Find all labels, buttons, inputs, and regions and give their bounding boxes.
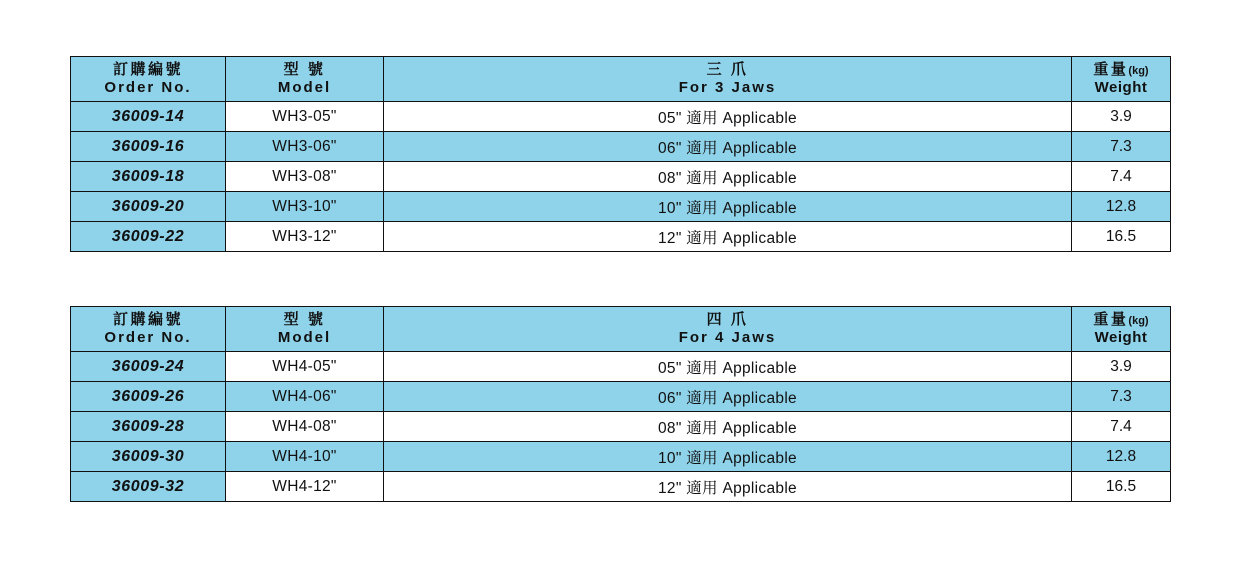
cell-weight: 16.5 — [1072, 472, 1171, 502]
cell-model: WH3-06" — [226, 132, 384, 162]
cell-model: WH4-12" — [226, 472, 384, 502]
table-body-3-jaws — [71, 102, 1171, 252]
table-row — [71, 472, 1171, 502]
cell-order-no: 36009-22 — [71, 222, 226, 252]
cell-description: 08" 適用 Applicable — [384, 162, 1072, 192]
cell-order-no: 36009-18 — [71, 162, 226, 192]
header-order-no — [71, 57, 226, 102]
cell-weight: 3.9 — [1072, 102, 1171, 132]
header-weight — [1072, 57, 1171, 102]
cell-model: WH3-05" — [226, 102, 384, 132]
cell-description: 08" 適用 Applicable — [384, 412, 1072, 442]
header-order-no-en: Order No. — [104, 329, 192, 346]
cell-weight: 7.4 — [1072, 162, 1171, 192]
cell-model: WH4-06" — [226, 382, 384, 412]
header-weight — [1072, 307, 1171, 352]
header-model-en: Model — [277, 79, 332, 96]
cell-weight: 7.3 — [1072, 382, 1171, 412]
spec-table-4-jaws — [70, 306, 1171, 502]
header-order-no-cn: 訂購編號 — [112, 61, 183, 79]
cell-description: 06" 適用 Applicable — [384, 132, 1072, 162]
table-row — [71, 192, 1171, 222]
cell-order-no: 36009-32 — [71, 472, 226, 502]
cell-description: 12" 適用 Applicable — [384, 472, 1072, 502]
cell-description: 10" 適用 Applicable — [384, 192, 1072, 222]
header-model — [226, 57, 384, 102]
header-model — [226, 307, 384, 352]
cell-order-no: 36009-16 — [71, 132, 226, 162]
header-row — [71, 57, 1171, 102]
cell-model: WH3-08" — [226, 162, 384, 192]
cell-description: 10" 適用 Applicable — [384, 442, 1072, 472]
cell-order-no: 36009-30 — [71, 442, 226, 472]
table-row — [71, 442, 1171, 472]
cell-weight: 16.5 — [1072, 222, 1171, 252]
cell-order-no: 36009-26 — [71, 382, 226, 412]
cell-order-no: 36009-28 — [71, 412, 226, 442]
header-jaws — [384, 307, 1072, 352]
table-body-4-jaws — [71, 352, 1171, 502]
header-weight-en: Weight — [1094, 329, 1148, 346]
header-jaws-cn: 三 爪 — [706, 61, 749, 79]
header-order-no-cn: 訂購編號 — [112, 311, 183, 329]
cell-model: WH4-10" — [226, 442, 384, 472]
header-jaws-en: For 3 Jaws — [678, 79, 777, 96]
table-header-4-jaws — [71, 307, 1171, 352]
cell-order-no: 36009-24 — [71, 352, 226, 382]
cell-model: WH3-10" — [226, 192, 384, 222]
cell-description: 06" 適用 Applicable — [384, 382, 1072, 412]
header-model-cn: 型 號 — [283, 311, 326, 329]
cell-weight: 12.8 — [1072, 192, 1171, 222]
header-weight-cn-text: 重量 — [1093, 61, 1129, 79]
cell-model: WH4-05" — [226, 352, 384, 382]
cell-weight: 7.3 — [1072, 132, 1171, 162]
table-row — [71, 222, 1171, 252]
cell-weight: 7.4 — [1072, 412, 1171, 442]
cell-model: WH3-12" — [226, 222, 384, 252]
header-weight-unit: (kg) — [1128, 315, 1149, 328]
header-weight-en: Weight — [1094, 79, 1148, 96]
cell-model: WH4-08" — [226, 412, 384, 442]
table-row — [71, 132, 1171, 162]
header-jaws-cn: 四 爪 — [706, 311, 749, 329]
header-order-no — [71, 307, 226, 352]
cell-description: 05" 適用 Applicable — [384, 352, 1072, 382]
table-header-3-jaws — [71, 57, 1171, 102]
header-weight-cn-text: 重量 — [1093, 311, 1129, 329]
table-row — [71, 382, 1171, 412]
header-model-cn: 型 號 — [283, 61, 326, 79]
table-row — [71, 102, 1171, 132]
cell-order-no: 36009-14 — [71, 102, 226, 132]
header-jaws-en: For 4 Jaws — [678, 329, 777, 346]
header-order-no-en: Order No. — [104, 79, 192, 96]
table-row — [71, 162, 1171, 192]
cell-weight: 12.8 — [1072, 442, 1171, 472]
cell-order-no: 36009-20 — [71, 192, 226, 222]
header-weight-unit: (kg) — [1128, 65, 1149, 78]
header-weight-cn — [1072, 61, 1170, 79]
spec-table-3-jaws — [70, 56, 1171, 252]
header-jaws — [384, 57, 1072, 102]
header-model-en: Model — [277, 329, 332, 346]
header-weight-cn — [1072, 311, 1170, 329]
header-row — [71, 307, 1171, 352]
cell-description: 12" 適用 Applicable — [384, 222, 1072, 252]
table-row — [71, 412, 1171, 442]
cell-description: 05" 適用 Applicable — [384, 102, 1072, 132]
table-row — [71, 352, 1171, 382]
cell-weight: 3.9 — [1072, 352, 1171, 382]
